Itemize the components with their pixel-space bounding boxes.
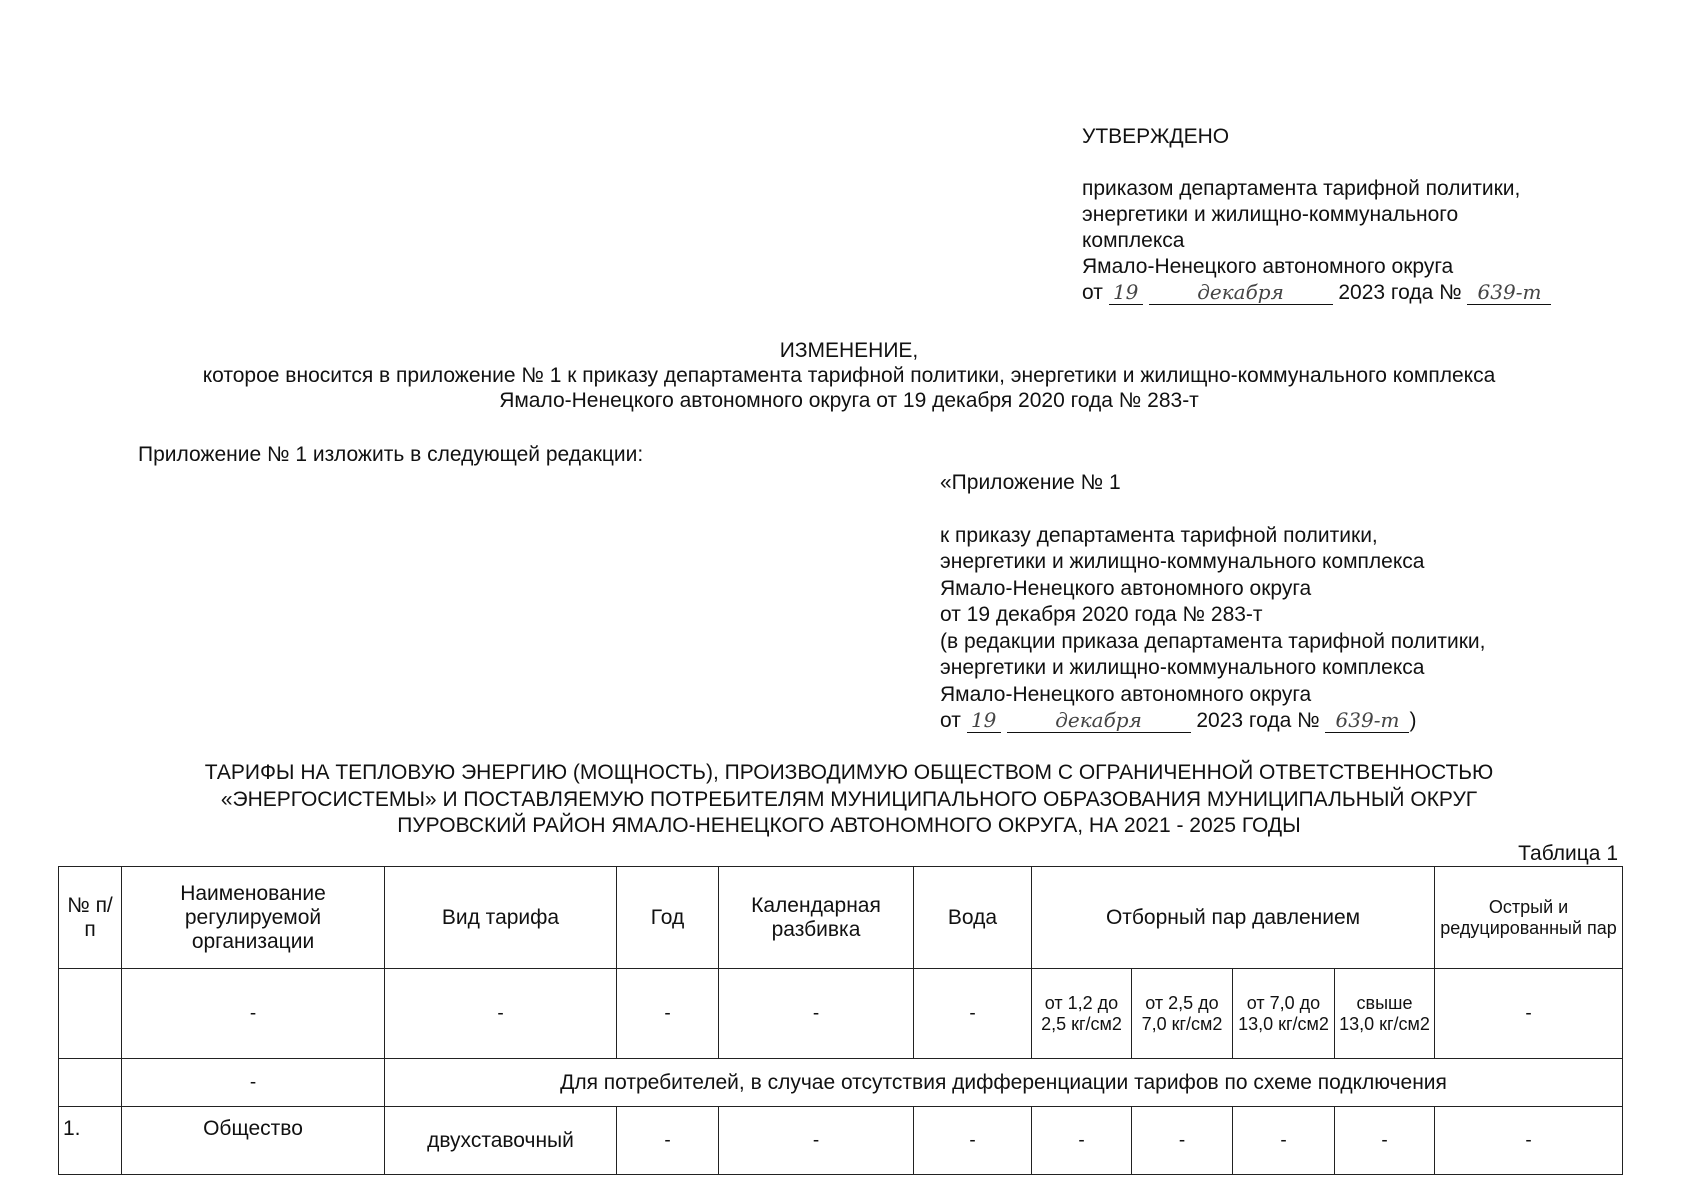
row1-pressure-4: - <box>1335 1107 1435 1175</box>
change-title-block <box>0 338 1698 413</box>
sub-pressure-4: свыше 13,0 кг/см2 <box>1335 969 1435 1059</box>
row1-year: - <box>617 1107 719 1175</box>
appendix-date-prefix: от <box>940 709 961 732</box>
table-label: Таблица 1 <box>1518 842 1618 865</box>
change-line-1: которое вносится в приложение № 1 к приказу департамента тарифной политики, энергетики и жилищно-коммунального комплекса <box>202 364 1496 387</box>
row1-pressure-3: - <box>1233 1107 1335 1175</box>
appendix-date-year: 2023 года № <box>1196 709 1320 732</box>
appendix-line-6: энергетики и жилищно-коммунального комплекса <box>940 656 1425 679</box>
appendix-heading: «Приложение № 1 <box>940 471 1121 494</box>
row1-org: Общество <box>122 1107 385 1175</box>
appendix-line-7: Ямало-Ненецкого автономного округа <box>940 682 1312 706</box>
section-text: Для потребителей, в случае отсутствия дифференциации тарифов по схеме подключения <box>385 1059 1623 1107</box>
tariff-title-line-2: «ЭНЕРГОСИСТЕМЫ» И ПОСТАВЛЯЕМУЮ ПОТРЕБИТЕЛЯМ МУНИЦИПАЛЬНОГО ОБРАЗОВАНИЯ МУНИЦИПАЛЬНЫЙ ОКРУГ <box>220 787 1478 811</box>
appendix-date-day-handwritten: 19 <box>967 708 1001 733</box>
appendix-line-1: к приказу департамента тарифной политики, <box>940 523 1378 547</box>
row1-pressure-2: - <box>1132 1107 1233 1175</box>
appendix-number-handwritten: 639-т <box>1325 708 1409 733</box>
appendix-date-month-handwritten: декабря <box>1007 708 1191 733</box>
header-steam: Отборный пар давлением <box>1032 867 1435 969</box>
table-row <box>59 1107 1623 1175</box>
tariff-title-line-3: ПУРОВСКИЙ РАЙОН ЯМАЛО-НЕНЕЦКОГО АВТОНОМНОГО ОКРУГА, НА 2021 - 2025 ГОДЫ <box>397 814 1301 837</box>
table-subheader-row <box>59 969 1623 1059</box>
sub-tariff-type: - <box>385 969 617 1059</box>
sub-year: - <box>617 969 719 1059</box>
change-line-2: Ямало-Ненецкого автономного округа от 19 декабря 2020 года № 283-т <box>499 389 1199 412</box>
header-num: № п/п <box>59 867 122 969</box>
sub-sharp: - <box>1435 969 1623 1059</box>
approval-line-2: энергетики и жилищно-коммунального <box>1082 203 1459 226</box>
approval-date-day-handwritten: 19 <box>1109 280 1143 305</box>
table-header-row <box>59 867 1623 969</box>
row1-tariff-type: двухставочный <box>385 1107 617 1175</box>
approval-line-4: Ямало-Ненецкого автономного округа <box>1082 255 1454 278</box>
header-year: Год <box>617 867 719 969</box>
table-section-row <box>59 1059 1623 1107</box>
approval-date-prefix: от <box>1082 281 1103 304</box>
appendix-date-line <box>940 708 1660 735</box>
appendix-line-2: энергетики и жилищно-коммунального комплекса <box>940 550 1425 573</box>
header-org: Наименование регулируемой организации <box>122 867 385 969</box>
row1-num: 1. <box>59 1107 122 1175</box>
appendix-line-4: от 19 декабря 2020 года № 283-т <box>940 603 1263 626</box>
approval-block <box>1082 124 1642 306</box>
header-calendar: Календарная разбивка <box>719 867 914 969</box>
approval-heading: УТВЕРЖДЕНО <box>1082 125 1230 148</box>
change-title: ИЗМЕНЕНИЕ, <box>779 339 919 362</box>
tariff-title <box>0 760 1698 840</box>
header-water: Вода <box>914 867 1032 969</box>
approval-number-handwritten: 639-т <box>1467 280 1551 305</box>
appendix-block <box>940 470 1660 735</box>
appendix-line-3: Ямало-Ненецкого автономного округа <box>940 576 1312 600</box>
tariff-title-line-1: ТАРИФЫ НА ТЕПЛОВУЮ ЭНЕРГИЮ (МОЩНОСТЬ), ПРОИЗВОДИМУЮ ОБЩЕСТВОМ С ОГРАНИЧЕННОЙ ОТВЕТСТВЕННОСТЬЮ <box>204 761 1494 784</box>
appendix-close-paren: ) <box>1409 709 1417 732</box>
sub-num <box>59 969 122 1059</box>
approval-date-month-handwritten: декабря <box>1149 280 1333 305</box>
approval-line-3: комплекса <box>1082 229 1185 252</box>
intro-text: Приложение № 1 изложить в следующей редакции: <box>138 443 644 466</box>
approval-line-1: приказом департамента тарифной политики, <box>1082 177 1521 200</box>
sub-pressure-3: от 7,0 до 13,0 кг/см2 <box>1233 969 1335 1059</box>
row1-pressure-1: - <box>1032 1107 1132 1175</box>
sub-org: - <box>122 969 385 1059</box>
approval-date-line <box>1082 280 1642 306</box>
sub-pressure-2: от 2,5 до 7,0 кг/см2 <box>1132 969 1233 1059</box>
row1-water: - <box>914 1107 1032 1175</box>
sub-water: - <box>914 969 1032 1059</box>
section-org: - <box>122 1059 385 1107</box>
appendix-line-5: (в редакции приказа департамента тарифной политики, <box>940 629 1486 653</box>
row1-calendar: - <box>719 1107 914 1175</box>
sub-pressure-1: от 1,2 до 2,5 кг/см2 <box>1032 969 1132 1059</box>
row1-sharp: - <box>1435 1107 1623 1175</box>
approval-date-year: 2023 года № <box>1338 281 1462 304</box>
sub-calendar: - <box>719 969 914 1059</box>
section-num <box>59 1059 122 1107</box>
header-sharp-steam: Острый и редуцированный пар <box>1435 867 1623 969</box>
header-tariff-type: Вид тарифа <box>385 867 617 969</box>
tariff-table <box>58 866 1623 1175</box>
